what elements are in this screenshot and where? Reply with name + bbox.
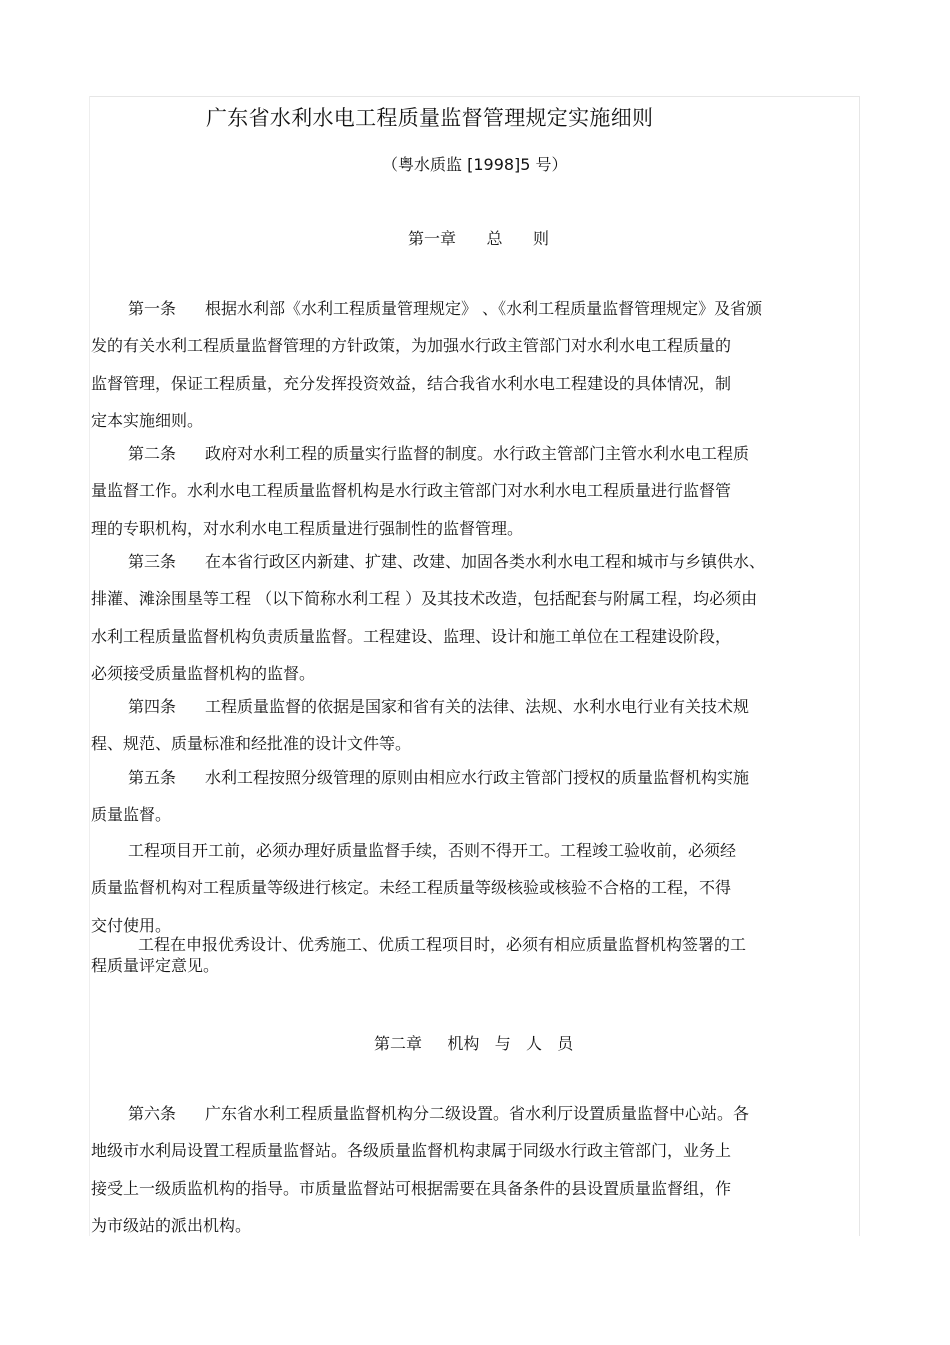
article-5-label: 第五条	[128, 768, 177, 787]
article-4	[91, 688, 836, 763]
article-5-p2-line-2: 质量监督机构对工程质量等级进行核定。未经工程质量等级核验或核验不合格的工程，不得	[91, 878, 732, 898]
article-1	[91, 290, 836, 439]
article-6-line-3: 接受上一级质监机构的指导。市质量监督站可根据需要在具备条件的县设置质量监督组，作	[91, 1178, 732, 1198]
article-4-line-2: 程、规范、质量标准和经批准的设计文件等。	[91, 734, 412, 754]
article-5-p2-line-3: 交付使用。	[91, 915, 172, 935]
article-5-paragraph-3	[91, 934, 836, 976]
article-5-line-1: 第五条 水利工程按照分级管理的原则由相应水行政主管部门授权的质量监督机构实施	[91, 759, 836, 796]
article-1-line-2: 发的有关水利工程质量监督管理的方针政策，为加强水行政主管部门对水利水电工程质量的	[91, 336, 732, 356]
article-6-label: 第六条	[128, 1104, 177, 1123]
document-title: 广东省水利水电工程质量监督管理规定实施细则	[206, 106, 654, 130]
article-5-p2-line-1: 工程项目开工前，必须办理好质量监督手续，否则不得开工。工程竣工验收前，必须经	[128, 841, 737, 860]
article-1-label: 第一条	[128, 299, 177, 318]
chapter-1-heading: 第一章 总 则	[408, 229, 550, 248]
chapter-2-heading: 第二章 机构 与 人 员	[374, 1034, 574, 1053]
article-3-line-1: 第三条 在本省行政区内新建、扩建、改建、加固各类水利水电工程和城市与乡镇供水、	[91, 543, 836, 580]
article-4-label: 第四条	[128, 697, 177, 716]
article-6-line-2: 地级市水利局设置工程质量监督站。各级质量监督机构隶属于同级水行政主管部门，业务上	[91, 1141, 732, 1161]
page-frame-top	[90, 96, 860, 97]
page-frame-right	[859, 96, 860, 1236]
article-3-line-3: 水利工程质量监督机构负责质量监督。工程建设、监理、设计和施工单位在工程建设阶段，	[91, 626, 732, 646]
article-5-p3-line-2: 程质量评定意见。	[91, 956, 220, 975]
article-2-line-2: 量监督工作。水利水电工程质量监督机构是水行政主管部门对水利水电工程质量进行监督管	[91, 481, 732, 501]
article-1-line-1: 第一条 根据水利部《水利工程质量管理规定》 、《水利工程质量监督管理规定》及省颁	[91, 290, 836, 327]
article-3-label: 第三条	[128, 552, 177, 571]
page-frame-left	[89, 96, 90, 1236]
article-5-paragraph-2	[91, 832, 836, 944]
article-3	[91, 543, 836, 692]
article-5-line-2: 质量监督。	[91, 805, 172, 825]
article-6	[91, 1095, 836, 1244]
article-5	[91, 759, 836, 834]
article-3-line-2: 排灌、滩涂围垦等工程 （以下简称水利工程 ）及其技术改造，包括配套与附属工程，均必须由	[91, 589, 758, 609]
article-3-line-4: 必须接受质量监督机构的监督。	[91, 663, 316, 683]
article-2	[91, 435, 836, 547]
article-6-line-4: 为市级站的派出机构。	[91, 1215, 252, 1235]
article-5-p3-line-1: 工程在申报优秀设计、优秀施工、优质工程项目时，必须有相应质量监督机构签署的工	[138, 935, 747, 954]
article-1-line-3: 监督管理，保证工程质量，充分发挥投资效益，结合我省水利水电工程建设的具体情况，制	[91, 373, 732, 393]
article-2-line-3: 理的专职机构，对水利水电工程质量进行强制性的监督管理。	[91, 518, 524, 538]
article-1-line-4: 定本实施细则。	[91, 410, 204, 430]
document-number: （粤水质监 [1998]5 号）	[382, 155, 568, 174]
article-6-line-1: 第六条 广东省水利工程质量监督机构分二级设置。省水利厅设置质量监督中心站。各	[91, 1095, 836, 1132]
article-2-label: 第二条	[128, 444, 177, 463]
article-4-line-1: 第四条 工程质量监督的依据是国家和省有关的法律、法规、水利水电行业有关技术规	[91, 688, 836, 725]
article-2-line-1: 第二条 政府对水利工程的质量实行监督的制度。水行政主管部门主管水利水电工程质	[91, 435, 836, 472]
